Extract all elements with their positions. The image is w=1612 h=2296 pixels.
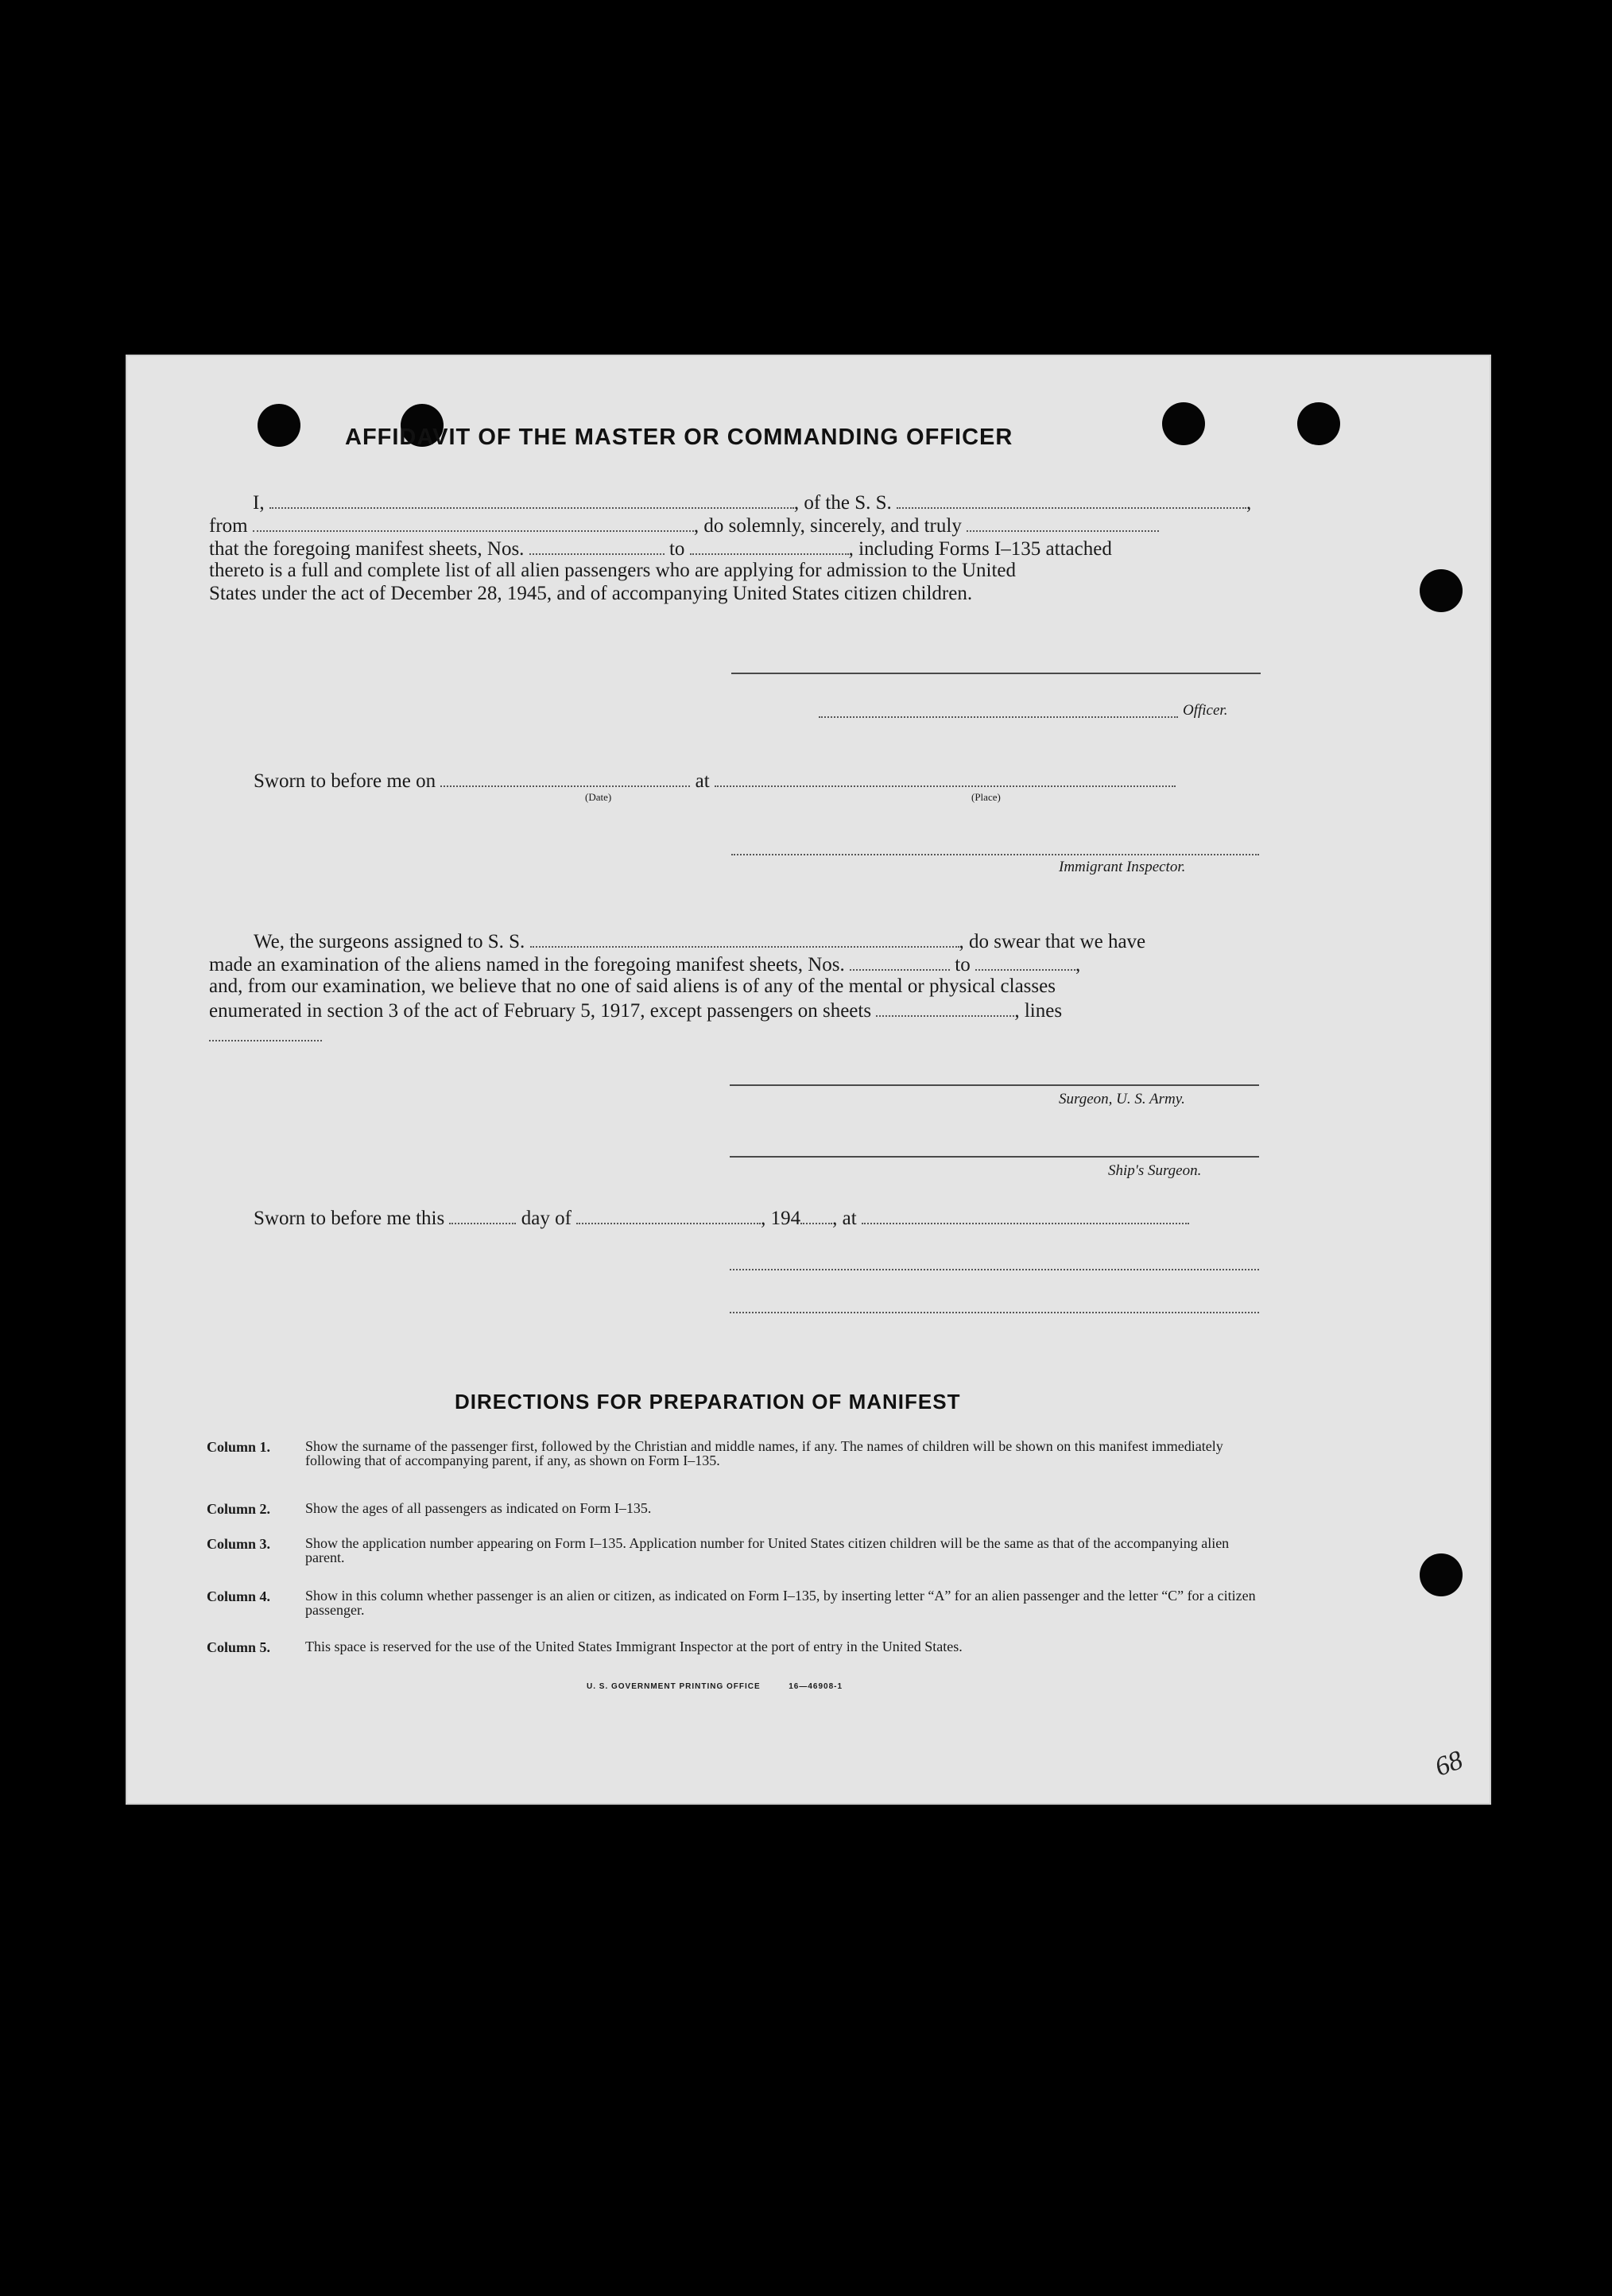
punch-hole	[1297, 402, 1340, 445]
sworn-date-blank[interactable]	[440, 768, 690, 787]
inspector-signature-line[interactable]	[731, 854, 1259, 855]
to-label: to	[668, 538, 685, 560]
comma: ,	[1075, 954, 1081, 975]
year-label: , 194	[761, 1208, 801, 1229]
at-label: , at	[832, 1208, 857, 1229]
exam-sheet-from-blank[interactable]	[850, 952, 950, 971]
year-blank[interactable]	[800, 1205, 832, 1224]
affidavit-line-5: States under the act of December 28, 1945, and of accompanying United States citizen children.	[209, 583, 973, 604]
place-caption: (Place)	[971, 791, 1001, 803]
sworn-this-label: Sworn to before me this	[254, 1208, 445, 1229]
column-5-label: Column 5.	[207, 1639, 271, 1655]
sworn-label: Sworn to before me on	[254, 770, 436, 792]
handwritten-page-number: 68	[1431, 1745, 1467, 1782]
army-surgeon-signature-line[interactable]	[730, 1084, 1259, 1086]
column-2-text: Show the ages of all passengers as indicated on Form I–135.	[305, 1500, 652, 1516]
punch-hole	[258, 404, 300, 447]
sworn-line-2	[254, 1205, 1189, 1230]
form-code: 16—46908-1	[789, 1682, 843, 1691]
ship-name-blank[interactable]	[897, 490, 1246, 509]
surgeons-label: We, the surgeons assigned to S. S.	[254, 931, 525, 952]
exam-to-label: to	[955, 954, 971, 975]
column-3-text: Show the application number appearing on Form I–135. Application number for United States citizen children will be the same as that of the accompanying alien parent.	[305, 1535, 1230, 1565]
day-blank[interactable]	[449, 1205, 516, 1224]
column-4-text: Show in this column whether passenger is an alien or citizen, as indicated on Form I–135, by inserting letter “A” for an alien passenger and the letter “C” for a citizen passenger.	[305, 1588, 1256, 1618]
month-blank[interactable]	[576, 1205, 761, 1224]
affidavit-title: AFFIDAVIT OF THE MASTER OR COMMANDING OFFICER	[345, 425, 1013, 450]
directions-title: DIRECTIONS FOR PREPARATION OF MANIFEST	[455, 1390, 961, 1414]
except-lines-blank[interactable]	[209, 1040, 322, 1041]
column-1-label: Column 1.	[207, 1439, 271, 1455]
forms-label: , including Forms I–135 attached	[848, 538, 1112, 560]
ship-surgeon-label: Ship's Surgeon.	[1108, 1162, 1202, 1179]
column-4-label: Column 4.	[207, 1588, 271, 1604]
ss-label: , of the S. S.	[793, 492, 892, 514]
affidavit-line-4: thereto is a full and complete list of all alien passengers who are applying for admission to the United	[209, 560, 1017, 581]
officer-signature-line[interactable]	[819, 716, 1178, 718]
date-caption: (Date)	[585, 791, 612, 803]
exam-sheet-to-blank[interactable]	[975, 952, 1075, 971]
sheet-from-blank[interactable]	[529, 536, 665, 555]
army-surgeon-label: Surgeon, U. S. Army.	[1059, 1091, 1185, 1107]
surgeons-line-1	[254, 929, 1145, 953]
column-3-label: Column 3.	[207, 1536, 271, 1552]
enumerated-label: enumerated in section 3 of the act of February 5, 1917, except passengers on sheets	[209, 1000, 872, 1022]
except-sheets-blank[interactable]	[876, 998, 1014, 1017]
column-1-text: Show the surname of the passenger first, followed by the Christian and middle names, if any. The names of children will be shown on this manifest immediately following that of accompanying parent, if any, as shown on Form I–135.	[305, 1438, 1223, 1468]
affidavit-i-label: I,	[253, 492, 265, 514]
surgeons-line-3: and, from our examination, we believe that no one of said aliens is of any of the mental or physical classes	[209, 975, 1056, 997]
examination-label: made an examination of the aliens named in the foregoing manifest sheets, Nos.	[209, 954, 845, 975]
sworn-place-blank-2[interactable]	[862, 1205, 1189, 1224]
manifest-form-sheet	[126, 355, 1491, 1805]
punch-hole	[1420, 1553, 1463, 1596]
swear-blank[interactable]	[967, 513, 1159, 532]
master-name-blank[interactable]	[269, 490, 794, 509]
port-from-blank[interactable]	[253, 513, 694, 532]
sworn-title-line[interactable]	[730, 1312, 1259, 1313]
ship-surgeon-signature-line[interactable]	[730, 1156, 1259, 1158]
column-5-text: This space is reserved for the use of the United States Immigrant Inspector at the port of entry in the United States.	[305, 1639, 963, 1654]
inspector-label: Immigrant Inspector.	[1059, 859, 1186, 875]
comma: ,	[1246, 492, 1252, 514]
sworn-place-blank[interactable]	[715, 768, 1176, 787]
solemnly-label: , do solemnly, sincerely, and truly	[693, 515, 962, 537]
surgeons-line-4	[209, 998, 1062, 1022]
column-2-label: Column 2.	[207, 1501, 271, 1517]
printer-name: U. S. GOVERNMENT PRINTING OFFICE	[587, 1682, 761, 1691]
sworn-signature-line[interactable]	[730, 1269, 1259, 1270]
day-of-label: day of	[521, 1208, 572, 1229]
punch-hole	[1162, 402, 1205, 445]
from-label: from	[209, 515, 248, 537]
affidavit-line-3	[209, 536, 1112, 560]
printer-footer	[587, 1682, 843, 1691]
sheets-nos-label: that the foregoing manifest sheets, Nos.	[209, 538, 525, 560]
punch-hole	[1420, 569, 1463, 612]
surgeons-ship-blank[interactable]	[530, 929, 959, 948]
lines-label: , lines	[1014, 1000, 1063, 1022]
sworn-line-1	[254, 768, 1176, 793]
at-label: at	[695, 770, 710, 792]
affidavit-line-1	[253, 490, 1251, 514]
sheet-to-blank[interactable]	[690, 536, 849, 555]
affidavit-line-2	[209, 513, 1159, 537]
surgeons-line-2	[209, 952, 1080, 976]
officer-label: Officer.	[1183, 702, 1228, 719]
swear-label: , do swear that we have	[959, 931, 1146, 952]
signature-line[interactable]	[731, 673, 1261, 674]
